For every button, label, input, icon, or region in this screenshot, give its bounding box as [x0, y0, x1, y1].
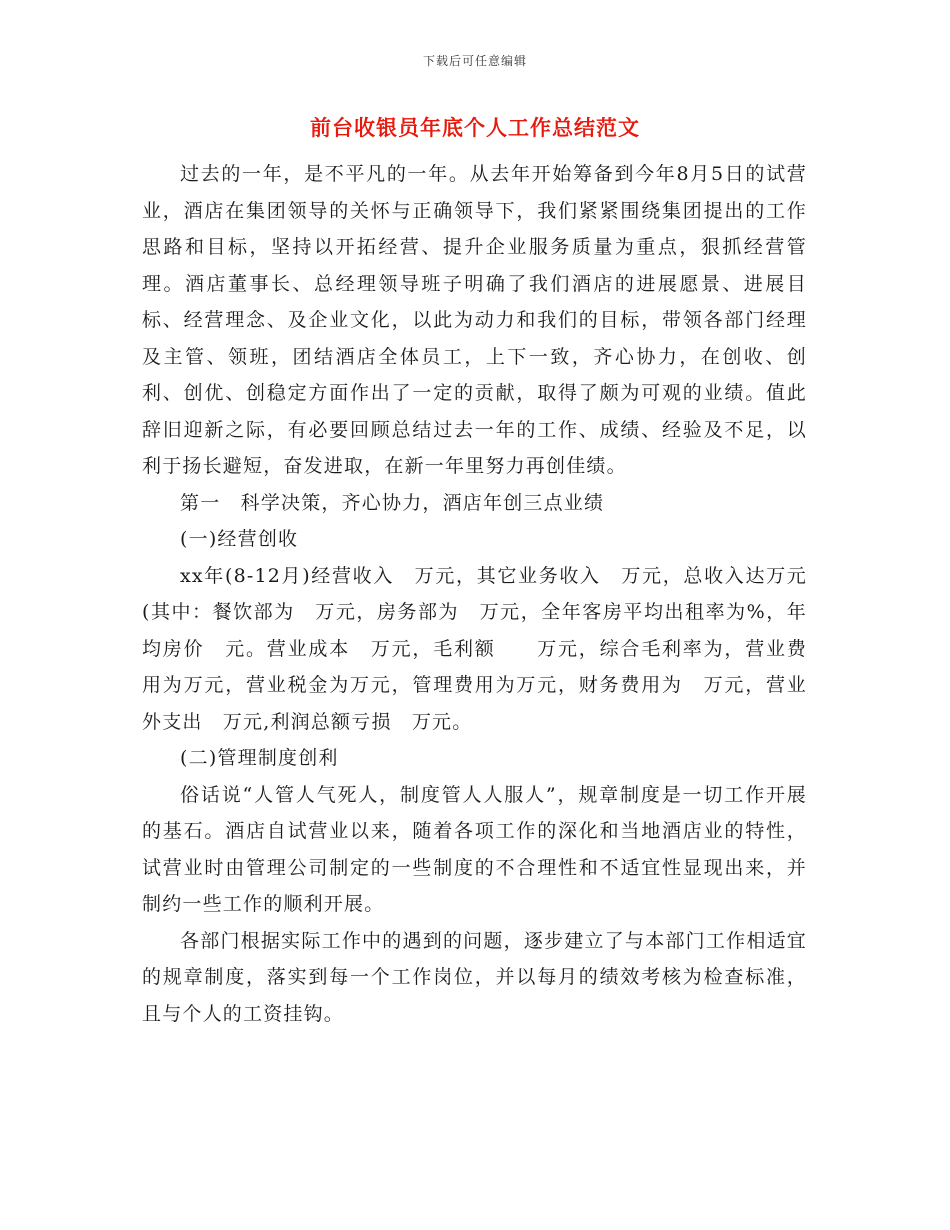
section-heading-1: 第一 科学决策，齐心协力，酒店年创三点业绩 — [180, 491, 605, 514]
paragraph-departments: 各部门根据实际工作中的遇到的问题，逐步建立了与本部门工作相适宜的规章制度，落实到每一个工作岗位，并以每月的绩效考核为检查标准，且与个人的工资挂钩。 — [142, 929, 807, 1025]
document-title: 前台收银员年底个人工作总结范文 — [310, 115, 640, 140]
paragraph-revenue: xx年(8-12月)经营收入 万元，其它业务收入 万元，总收入达万元(其中：餐饮部为 万元，房务部为 万元，全年客房平均出租率为%，年均房价 元。营业成本 万元，毛利额 万元，综合毛利率为，营业费用为万元，营业税金为万元，管理费用为万元，财务费用为 万元，营业外支出 万元,利润总额亏损 万元。 — [142, 564, 807, 733]
paragraph-rules: 俗话说“人管人气死人，制度管人人服人”，规章制度是一切工作开展的基石。酒店自试营业以来，随着各项工作的深化和当地酒店业的特性，试营业时由管理公司制定的一些制度的不合理性和不适宜性显现出来，并制约一些工作的顺利开展。 — [142, 783, 807, 915]
subsection-heading-2: (二)管理制度创利 — [180, 747, 339, 769]
paragraph-intro: 过去的一年，是不平凡的一年。从去年开始筹备到今年8月5日的试营业，酒店在集团领导的关怀与正确领导下，我们紧紧围绕集团提出的工作思路和目标，坚持以开拓经营、提升企业服务质量为重点，狠抓经营管理。酒店董事长、总经理领导班子明确了我们酒店的进展愿景、进展目标、经营理念、及企业文化，以此为动力和我们的目标，带领各部门经理及主管、领班，团结酒店全体员工，上下一致，齐心协力，在创收、创利、创优、创稳定方面作出了一定的贡献，取得了颇为可观的业绩。值此辞旧迎新之际，有必要回顾总结过去一年的工作、成绩、经验及不足，以利于扬长避短，奋发进取，在新一年里努力再创佳绩。 — [142, 163, 807, 477]
document-body — [142, 156, 807, 1032]
header-note: 下载后可任意编辑 — [422, 54, 527, 68]
subsection-heading-1: (一)经营创收 — [180, 528, 299, 550]
